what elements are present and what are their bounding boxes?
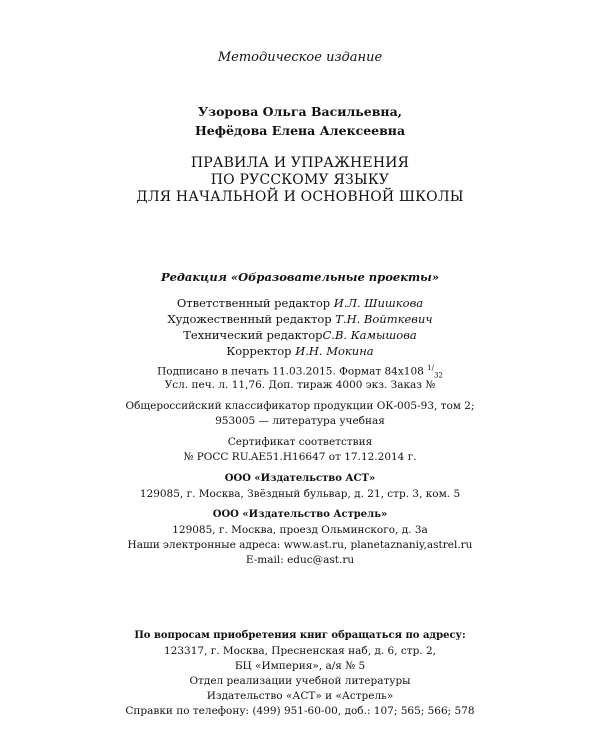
staff-role: Корректор [226, 344, 292, 358]
print-tirage: Усл. печ. л. 11,76. Доп. тираж 4000 экз. Заказ № [164, 379, 436, 391]
staff-line-4 [0, 344, 600, 358]
publisher2-name: ООО «Издательство Астрель» [212, 509, 388, 520]
method-label: Методическое издание [217, 50, 383, 65]
purchase-line-4: Издательство «АСТ» и «Астрель» [206, 690, 394, 702]
purchase-heading: По вопросам приобретения книг обращаться по адресу: [134, 630, 466, 641]
staff-name: И.Н. Мокина [295, 344, 374, 358]
format-numerator: 1 [427, 364, 432, 372]
author-2: Нефёдова Елена Алексеевна [194, 123, 406, 138]
purchase-line-3: Отдел реализации учебной литературы [189, 675, 411, 687]
author-1: Узорова Ольга Васильевна, [197, 104, 403, 119]
staff-line-2 [0, 312, 600, 326]
staff-line-3 [0, 328, 600, 342]
format-denominator: 32 [433, 371, 443, 380]
staff-name: Т.Н. Войткевич [335, 312, 433, 326]
staff-role: Технический редактор [183, 328, 323, 342]
publisher2-web: Наши электронные адреса: www.ast.ru, planetaznaniy,astrel.ru [127, 539, 473, 551]
print-signed-text: Подписано в печать 11.03.2015. Формат 84x108 [157, 365, 424, 378]
publisher2-email: E-mail: educ@ast.ru [245, 554, 355, 566]
certificate-line-2: № РОСС RU.AE51.H16647 от 17.12.2014 г. [183, 451, 417, 463]
title-line-3: ДЛЯ НАЧАЛЬНОЙ И ОСНОВНОЙ ШКОЛЫ [136, 189, 464, 205]
staff-name: С.В. Камышова [322, 328, 417, 342]
staff-name: И.Л. Шишкова [333, 296, 424, 310]
print-signed: Подписано в печать 11.03.2015. Формат 84x108 $^{1/}_{32}$ [157, 364, 443, 380]
purchase-line-2: БЦ «Империя», а/я № 5 [234, 660, 366, 672]
publisher1-address: 129085, г. Москва, Звёздный бульвар, д. 21, стр. 3, ком. 5 [139, 488, 461, 500]
purchase-line-1: 123317, г. Москва, Пресненская наб, д. 6, стр. 2, [163, 645, 436, 657]
edition-label: Редакция «Образовательные проекты» [160, 270, 440, 284]
certificate-line-1: Сертификат соответствия [227, 436, 373, 448]
title-line-1: ПРАВИЛА И УПРАЖНЕНИЯ [190, 155, 410, 171]
staff-line-1 [0, 296, 600, 310]
title-line-2: ПО РУССКОМУ ЯЗЫКУ [210, 172, 390, 188]
staff-role: Ответственный редактор [176, 296, 331, 310]
classifier-line-1: Общероссийский классификатор продукции ОК-005-93, том 2; [125, 400, 475, 412]
staff-role: Художественный редактор [167, 312, 332, 326]
purchase-line-5: Справки по телефону: (499) 951-60-00, доб.: 107; 565; 566; 578 [125, 705, 475, 717]
publisher2-address: 129085, г. Москва, проезд Ольминского, д. 3а [172, 524, 428, 536]
classifier-line-2: 953005 — литература учебная [215, 415, 385, 427]
publisher1-name: ООО «Издательство АСТ» [224, 473, 376, 484]
